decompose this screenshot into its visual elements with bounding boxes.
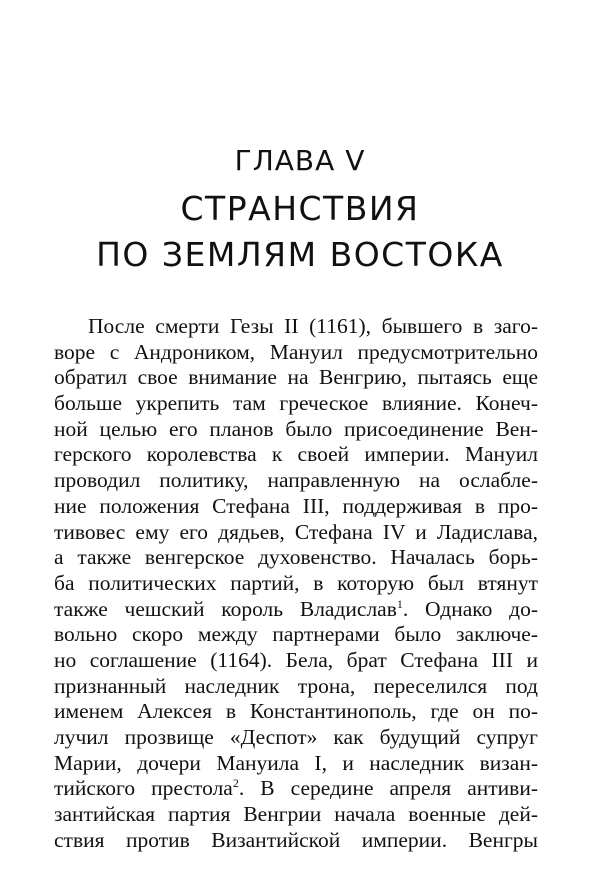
text-fragment: . В середине апреля антиви- (238, 776, 538, 801)
text-line: вольно скоро между партнерами было заключе- (54, 622, 538, 647)
chapter-label: ГЛАВА V (234, 144, 366, 177)
text-line: Марии, дочери Мануила I, и наследник визан- (54, 750, 538, 775)
text-line: больше укрепить там греческое влияние. Конеч- (54, 391, 538, 416)
text-fragment: тийского престола (54, 776, 233, 801)
text-line-with-footnote (54, 776, 538, 802)
text-line: но соглашение (1164). Бела, брат Стефана III и (54, 647, 538, 672)
text-line-with-footnote (54, 597, 538, 623)
text-line: тивовес ему его дядьев, Стефана IV и Ладислава, (54, 519, 538, 544)
text-line: воре с Андроником, Мануил предусмотрительно (54, 339, 538, 364)
text-line: а также венгерское духовенство. Началась борь- (54, 545, 538, 570)
text-fragment: также чешский король Владислав (54, 596, 397, 621)
text-line: ба политических партий, в которую был втянут (54, 570, 538, 595)
text-line: признанный наследник трона, переселился под (54, 673, 538, 698)
footnote-marker[interactable]: 2 (232, 776, 239, 791)
text-line: ние положения Стефана III, поддерживая в про- (54, 493, 538, 518)
text-line: именем Алексея в Константинополь, где он по- (54, 699, 538, 724)
text-line: лучил прозвище «Деспот» как будущий супруг (54, 725, 538, 749)
text-line: обратил свое внимание на Венгрию, пытаясь еще (54, 365, 538, 390)
chapter-title (0, 186, 600, 278)
chapter-title-line-1: СТРАНСТВИЯ (180, 189, 420, 228)
text-line: ной целью его планов было присоединение Вен- (54, 416, 538, 441)
text-line: После смерти Гезы II (1161), бывшего в заго- (88, 314, 538, 338)
footnote-marker[interactable]: 1 (396, 596, 403, 611)
chapter-title-line-2: ПО ЗЕМЛЯМ ВОСТОКА (96, 235, 504, 274)
text-line: герского королевства к своей империи. Мануил (54, 442, 538, 467)
text-fragment: . Однако до- (402, 596, 538, 621)
text-line: ствия против Византийской империи. Венгры (54, 827, 538, 852)
text-line: проводил политику, направленную на ослабле- (54, 468, 538, 493)
body-text (54, 314, 538, 853)
text-line: зантийская партия Венгрии начала военные дей- (54, 802, 538, 827)
